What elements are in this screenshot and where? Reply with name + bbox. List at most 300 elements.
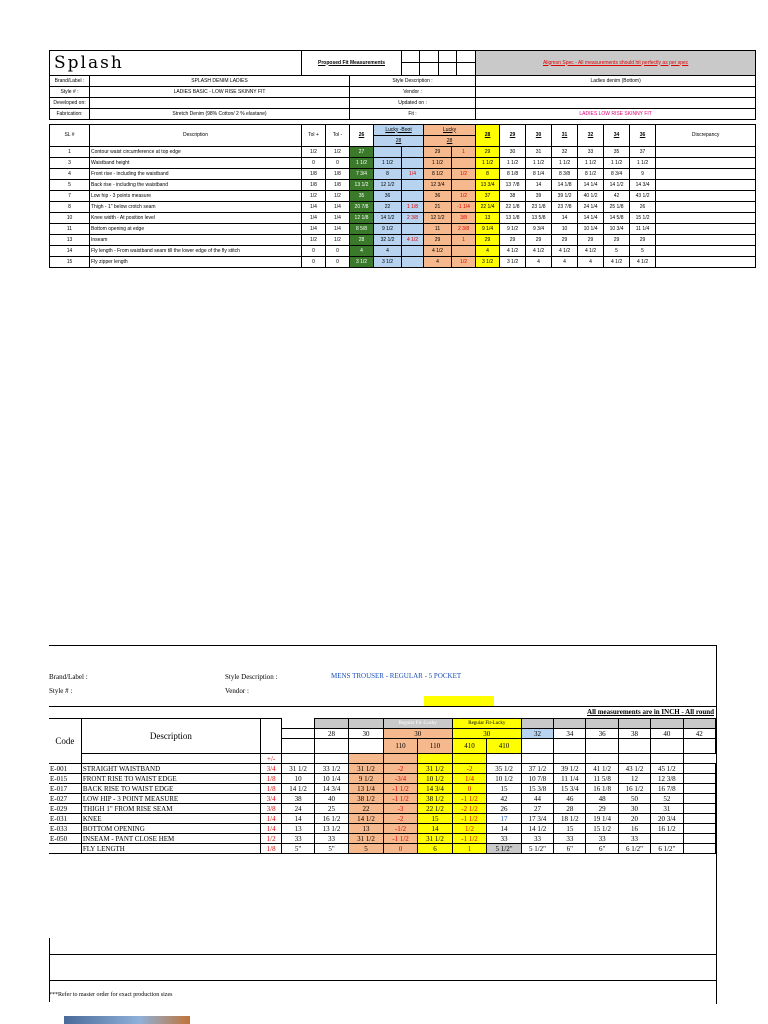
trouser-row [49, 844, 716, 854]
cell-tm: 0 [326, 246, 350, 257]
cell-b1: 32 1/2 [374, 235, 402, 246]
cell-o2: 1 [452, 235, 476, 246]
cell-desc: BACK RISE TO WAIST EDGE [81, 784, 260, 794]
cell-s31: 14 [552, 213, 578, 224]
spec-row [50, 202, 756, 213]
cell-s30: 4 [526, 257, 552, 268]
cell-y1: 38 1/2 [418, 794, 453, 804]
cell-desc: INSEAM - PANT CLOSE HEM [81, 834, 260, 844]
hdr-gray-38 [618, 719, 650, 729]
blank [81, 754, 260, 764]
cell-disc [656, 246, 756, 257]
cell-v34: 27 [521, 804, 553, 814]
cell-s36: 4 1/2 [630, 257, 656, 268]
col-tol-minus: Tol - [326, 125, 350, 147]
cell-b2 [402, 191, 424, 202]
vendor-label-2: Vendor : [225, 687, 249, 695]
cell-v38: 16 1/8 [586, 784, 618, 794]
trouser-row [49, 814, 716, 824]
col-size-36: 36 [630, 125, 656, 147]
sub-410-a: 410 [452, 739, 487, 754]
size-30-lucky-yellow: 30 [452, 729, 521, 739]
regular-fit-lucky-gray: Regular Fit -Lucky [383, 719, 452, 729]
cell-s32: 8 1/2 [578, 169, 604, 180]
cell-b1: 1 1/2 [374, 158, 402, 169]
trouser-row [49, 784, 716, 794]
cell-b2: 1/4 [402, 169, 424, 180]
cell-s29: 9 1/2 [500, 224, 526, 235]
cell-o2: -1 1/4 [452, 202, 476, 213]
cell-s26: 7 3/4 [350, 169, 374, 180]
footnote: ***Refer to master order for exact production sizes [49, 992, 173, 998]
cell-s32: 10 1/4 [578, 224, 604, 235]
cell-y1: 14 [418, 824, 453, 834]
col-lucky: Lucky [424, 125, 476, 136]
col-tol-plus: Tol + [302, 125, 326, 147]
cell-v38: 29 [586, 804, 618, 814]
cell-s26: 13 1/2 [350, 180, 374, 191]
spec-row [50, 180, 756, 191]
cell-v36: 39 1/2 [554, 764, 586, 774]
cell-v40: 12 [618, 774, 650, 784]
cell-disc [656, 180, 756, 191]
cell-v30: 5" [314, 844, 349, 854]
blank [683, 814, 715, 824]
cell-v34: 44 [521, 794, 553, 804]
cell-s28: 1 1/2 [476, 158, 500, 169]
cell-v28: 10 [282, 774, 314, 784]
cell-tp: 0 [302, 158, 326, 169]
cell-s28: 13 3/4 [476, 180, 500, 191]
cell-sl: 4 [50, 169, 90, 180]
cell-s36: 29 [630, 235, 656, 246]
cell-o2: -2 [383, 814, 418, 824]
cell-tol: 1/2 [260, 834, 282, 844]
cell-disc [656, 257, 756, 268]
cell-v28: 24 [282, 804, 314, 814]
cell-tol: 1/8 [260, 784, 282, 794]
hdr-gray-34 [554, 719, 586, 729]
cell-v38: 33 [586, 834, 618, 844]
cell-sl: 7 [50, 191, 90, 202]
cell-s28: 9 1/4 [476, 224, 500, 235]
hdr-gray-42 [683, 719, 715, 729]
cell-y2: 1/2 [452, 824, 487, 834]
cell-b2 [402, 257, 424, 268]
cell-s32: 40 1/2 [578, 191, 604, 202]
style-description-value: Ladies denim (Bottom) [476, 76, 756, 87]
blank [683, 774, 715, 784]
cell-o1: 29 [424, 147, 452, 158]
cell-b1: 22 [374, 202, 402, 213]
cell-v36: 46 [554, 794, 586, 804]
cell-code: E-029 [49, 804, 81, 814]
cell-o1: 12 3/4 [424, 180, 452, 191]
cell-v38: 15 1/2 [586, 824, 618, 834]
cell-o2: 3/8 [452, 213, 476, 224]
cell-v32: 42 [487, 794, 522, 804]
cell-s26: 12 1/8 [350, 213, 374, 224]
cell-o1: 13 1/4 [349, 784, 384, 794]
cell-sl: 1 [50, 147, 90, 158]
spec-row [50, 213, 756, 224]
cell-v30: 40 [314, 794, 349, 804]
cell-disc [656, 169, 756, 180]
cell-tm: 1/8 [326, 180, 350, 191]
cell-disc [656, 147, 756, 158]
cell-v32: 15 [487, 784, 522, 794]
cell-desc: Inseam [90, 235, 302, 246]
cell-b1: 14 1/2 [374, 213, 402, 224]
cell-v42: 12 3/8 [651, 774, 683, 784]
cell-v36: 33 [554, 834, 586, 844]
fabrication-value: Stretch Denim (98% Cotton/ 2 % elastane) [90, 109, 350, 120]
cell-y1: 31 1/2 [418, 764, 453, 774]
updated-label: Updated on : [350, 98, 476, 109]
cell-s26: 3 1/2 [350, 257, 374, 268]
cell-o2: -1 1/2 [383, 794, 418, 804]
hdr-gray-36 [586, 719, 618, 729]
cell-tp: 1/8 [302, 169, 326, 180]
spec-row [50, 158, 756, 169]
cell-s32: 24 1/4 [578, 202, 604, 213]
cell-desc: Waistband height [90, 158, 302, 169]
cell-v28: 38 [282, 794, 314, 804]
cell-v40: 43 1/2 [618, 764, 650, 774]
highlight-cell [424, 696, 494, 706]
cell-s31: 1 1/2 [552, 158, 578, 169]
cell-code: E-001 [49, 764, 81, 774]
hdr-gray-28 [314, 719, 349, 729]
cell-v42: 16 7/8 [651, 784, 683, 794]
cell-sl: 8 [50, 202, 90, 213]
blank [618, 754, 650, 764]
cell-s32: 29 [578, 235, 604, 246]
cell-s32: 4 [578, 257, 604, 268]
cell-s34: 1 1/2 [604, 158, 630, 169]
cell-s26: 28 [350, 235, 374, 246]
cell-v42: 31 [651, 804, 683, 814]
tol-blank [260, 719, 282, 754]
cell-tp: 1/2 [302, 191, 326, 202]
sub-110-b: 110 [418, 739, 453, 754]
cell-v28: 33 [282, 834, 314, 844]
cell-desc: Knee width - At position level [90, 213, 302, 224]
cell-y2: 0 [452, 784, 487, 794]
cell-v32: 14 [487, 824, 522, 834]
cell-o1: 11 [424, 224, 452, 235]
cell-s28: 22 1/4 [476, 202, 500, 213]
brand-value: SPLASH DENIM LADIES [90, 76, 350, 87]
cell-sl: 11 [50, 224, 90, 235]
cell-s29: 8 1/8 [500, 169, 526, 180]
cell-s29: 3 1/2 [500, 257, 526, 268]
cell-v40: 16 1/2 [618, 784, 650, 794]
cell-o1: 31 1/2 [349, 764, 384, 774]
cell-desc: FRONT RISE TO WAIST EDGE [81, 774, 260, 784]
blank [651, 754, 683, 764]
cell-desc: Front rise - including the waistband [90, 169, 302, 180]
trouser-row [49, 764, 716, 774]
blank [554, 754, 586, 764]
cell-tm: 1/8 [326, 169, 350, 180]
cell-b1: 36 [374, 191, 402, 202]
blank [314, 754, 349, 764]
blank [586, 739, 618, 754]
blank [314, 739, 349, 754]
cell-v28: 13 [282, 824, 314, 834]
cell-tp: 0 [302, 257, 326, 268]
cell-s28: 13 [476, 213, 500, 224]
cell-tm: 0 [326, 158, 350, 169]
cell-o1: 5 [349, 844, 384, 854]
cell-code: E-050 [49, 834, 81, 844]
cell-v30: 14 3/4 [314, 784, 349, 794]
cell-desc: LOW HIP - 3 POINT MEASURE [81, 794, 260, 804]
blank [683, 844, 715, 854]
spec-row [50, 169, 756, 180]
cell-tp: 1/4 [302, 213, 326, 224]
trouser-row [49, 794, 716, 804]
cell-v28: 14 [282, 814, 314, 824]
cell-sl: 5 [50, 180, 90, 191]
col-size-34: 34 [604, 125, 630, 147]
cell-b1: 9 1/2 [374, 224, 402, 235]
cell-s28: 37 [476, 191, 500, 202]
size-42: 42 [683, 729, 715, 739]
cell-v40: 20 [618, 814, 650, 824]
cell-tm: 0 [326, 257, 350, 268]
cell-o2: 0 [383, 844, 418, 854]
cell-disc [656, 202, 756, 213]
cell-v42: 6 1/2" [651, 844, 683, 854]
fabrication-label: Fabrication: [50, 109, 90, 120]
cell-tp: 1/4 [302, 224, 326, 235]
cell-o1: 31 1/2 [349, 834, 384, 844]
cell-desc: KNEE [81, 814, 260, 824]
blank [282, 754, 314, 764]
cell-s26: 1 1/2 [350, 158, 374, 169]
cell-s34: 14 5/8 [604, 213, 630, 224]
cell-v32: 35 1/2 [487, 764, 522, 774]
size-36: 36 [586, 729, 618, 739]
style-description-label: Style Description : [350, 76, 476, 87]
cell-v38: 19 1/4 [586, 814, 618, 824]
blank [282, 739, 314, 754]
col-lucky-boot-28: 28 [374, 136, 424, 147]
spec-row [50, 191, 756, 202]
trouser-row [49, 834, 716, 844]
cell-s29: 1 1/2 [500, 158, 526, 169]
cell-o2: -1/2 [383, 824, 418, 834]
brand-label: Brand/Label : [50, 76, 90, 87]
developed-value [90, 98, 350, 109]
cell-s30: 31 [526, 147, 552, 158]
cell-v34: 10 7/8 [521, 774, 553, 784]
cell-s29: 29 [500, 235, 526, 246]
cell-s36: 15 1/2 [630, 213, 656, 224]
cell-y2: -2 [452, 764, 487, 774]
cell-s32: 14 1/4 [578, 180, 604, 191]
cell-v32: 17 [487, 814, 522, 824]
cell-v34: 14 1/2 [521, 824, 553, 834]
blank [383, 754, 418, 764]
cell-o1: 13 [349, 824, 384, 834]
cell-code [49, 844, 81, 854]
cell-desc: Fly length - From waistband seam till the lower edge of the fly stitch [90, 246, 302, 257]
cell-s34: 14 1/2 [604, 180, 630, 191]
cell-desc: Bottom opening at edge [90, 224, 302, 235]
blank [683, 834, 715, 844]
cell-s29: 13 1/8 [500, 213, 526, 224]
cell-v36: 11 1/4 [554, 774, 586, 784]
brand-label-2: Brand/Label : [49, 673, 88, 681]
blank [349, 739, 384, 754]
spec-row [50, 235, 756, 246]
cell-b1: 3 1/2 [374, 257, 402, 268]
cell-tm: 1/2 [326, 235, 350, 246]
trouser-row [49, 774, 716, 784]
updated-value [476, 98, 756, 109]
cell-y2: -1 1/2 [452, 814, 487, 824]
cell-o2 [452, 246, 476, 257]
cell-desc: FLY LENGTH [81, 844, 260, 854]
cell-code: E-015 [49, 774, 81, 784]
cell-s29: 38 [500, 191, 526, 202]
cell-y2: 1 [452, 844, 487, 854]
cell-s26: 35 [350, 191, 374, 202]
cell-desc: THIGH 1" FROM RISE SEAM [81, 804, 260, 814]
cell-v42: 45 1/2 [651, 764, 683, 774]
col-description: Description [90, 125, 302, 147]
cell-v36: 15 3/4 [554, 784, 586, 794]
cell-v30: 10 1/4 [314, 774, 349, 784]
cell-v40: 6 1/2" [618, 844, 650, 854]
cell-v40: 30 [618, 804, 650, 814]
cell-s34: 5 [604, 246, 630, 257]
cell-o1: 9 1/2 [349, 774, 384, 784]
spec-row [50, 257, 756, 268]
style-description-value-2: MENS TROUSER - REGULAR - 5 POCKET [331, 672, 462, 680]
blank [521, 739, 553, 754]
cell-s26: 8 5/8 [350, 224, 374, 235]
cell-s36: 5 [630, 246, 656, 257]
col-lucky-boot: Lucky -Boot [374, 125, 424, 136]
cell-b2: 1 1/8 [402, 202, 424, 213]
cell-v32: 10 1/2 [487, 774, 522, 784]
sheet2-header [49, 646, 716, 716]
cell-code: E-027 [49, 794, 81, 804]
cell-o2: -3 [383, 804, 418, 814]
cell-o2: -3/4 [383, 774, 418, 784]
cell-s29: 30 [500, 147, 526, 158]
col-discrepancy: Discrepancy [656, 125, 756, 147]
cell-s36: 14 3/4 [630, 180, 656, 191]
cell-y1: 31 1/2 [418, 834, 453, 844]
cell-y1: 6 [418, 844, 453, 854]
tol-label: +/- [260, 754, 282, 764]
cell-o2: -2 [383, 764, 418, 774]
style-description-label-2: Style Description : [225, 673, 278, 681]
cell-o2: 1/2 [452, 191, 476, 202]
cell-y2: -1 1/2 [452, 794, 487, 804]
cell-b2 [402, 224, 424, 235]
col-size-31: 31 [552, 125, 578, 147]
fabric-swatch-image [64, 1016, 190, 1024]
cell-tol: 3/8 [260, 804, 282, 814]
trouser-row [49, 824, 716, 834]
cell-o2: 2 3/8 [452, 224, 476, 235]
blank [487, 754, 522, 764]
cell-v30: 25 [314, 804, 349, 814]
cell-b2 [402, 180, 424, 191]
cell-v40: 16 [618, 824, 650, 834]
style-label-2: Style # : [49, 687, 73, 695]
cell-v34: 37 1/2 [521, 764, 553, 774]
cell-s30: 8 1/4 [526, 169, 552, 180]
cell-desc: Back rise - including the waistband [90, 180, 302, 191]
cell-s32: 33 [578, 147, 604, 158]
cell-y1: 14 3/4 [418, 784, 453, 794]
cell-v34: 17 3/4 [521, 814, 553, 824]
trouser-row [49, 804, 716, 814]
cell-tm: 1/4 [326, 202, 350, 213]
cell-s31: 8 3/8 [552, 169, 578, 180]
col-size-29: 29 [500, 125, 526, 147]
cell-tp: 1/4 [302, 202, 326, 213]
cell-s31: 29 [552, 235, 578, 246]
cell-v28: 31 1/2 [282, 764, 314, 774]
cell-v34: 33 [521, 834, 553, 844]
cell-s26: 27 [350, 147, 374, 158]
cell-b2 [402, 158, 424, 169]
blank [683, 764, 715, 774]
cell-desc: BOTTOM OPENING [81, 824, 260, 834]
spec-row [50, 246, 756, 257]
blank [683, 739, 715, 754]
size-32: 32 [521, 729, 553, 739]
cell-s26: 20 7/8 [350, 202, 374, 213]
cell-tm: 1/2 [326, 191, 350, 202]
cell-s30: 13 5/8 [526, 213, 552, 224]
cell-v38: 41 1/2 [586, 764, 618, 774]
blank [683, 784, 715, 794]
blank [618, 739, 650, 754]
cell-s30: 14 [526, 180, 552, 191]
cell-s28: 29 [476, 235, 500, 246]
cell-b2: 2 3/8 [402, 213, 424, 224]
cell-o1: 12 1/2 [424, 213, 452, 224]
cell-v34: 5 1/2" [521, 844, 553, 854]
cell-v38: 6" [586, 844, 618, 854]
style-label: Style # : [50, 87, 90, 98]
cell-v28: 14 1/2 [282, 784, 314, 794]
cell-v42 [651, 834, 683, 844]
cell-tol: 1/4 [260, 814, 282, 824]
cell-s31: 4 [552, 257, 578, 268]
col-size-28: 28 [476, 125, 500, 147]
cell-o1: 8 1/2 [424, 169, 452, 180]
cell-code: E-033 [49, 824, 81, 834]
blank [554, 739, 586, 754]
cell-s36: 1 1/2 [630, 158, 656, 169]
cell-v34: 15 3/8 [521, 784, 553, 794]
mens-trouser-spec-sheet [49, 645, 717, 1004]
header-grid-cells [402, 51, 476, 76]
cell-s29: 13 7/8 [500, 180, 526, 191]
cell-sl: 14 [50, 246, 90, 257]
style-value: LADIES BASIC - LOW RISE SKINNY FIT [90, 87, 350, 98]
